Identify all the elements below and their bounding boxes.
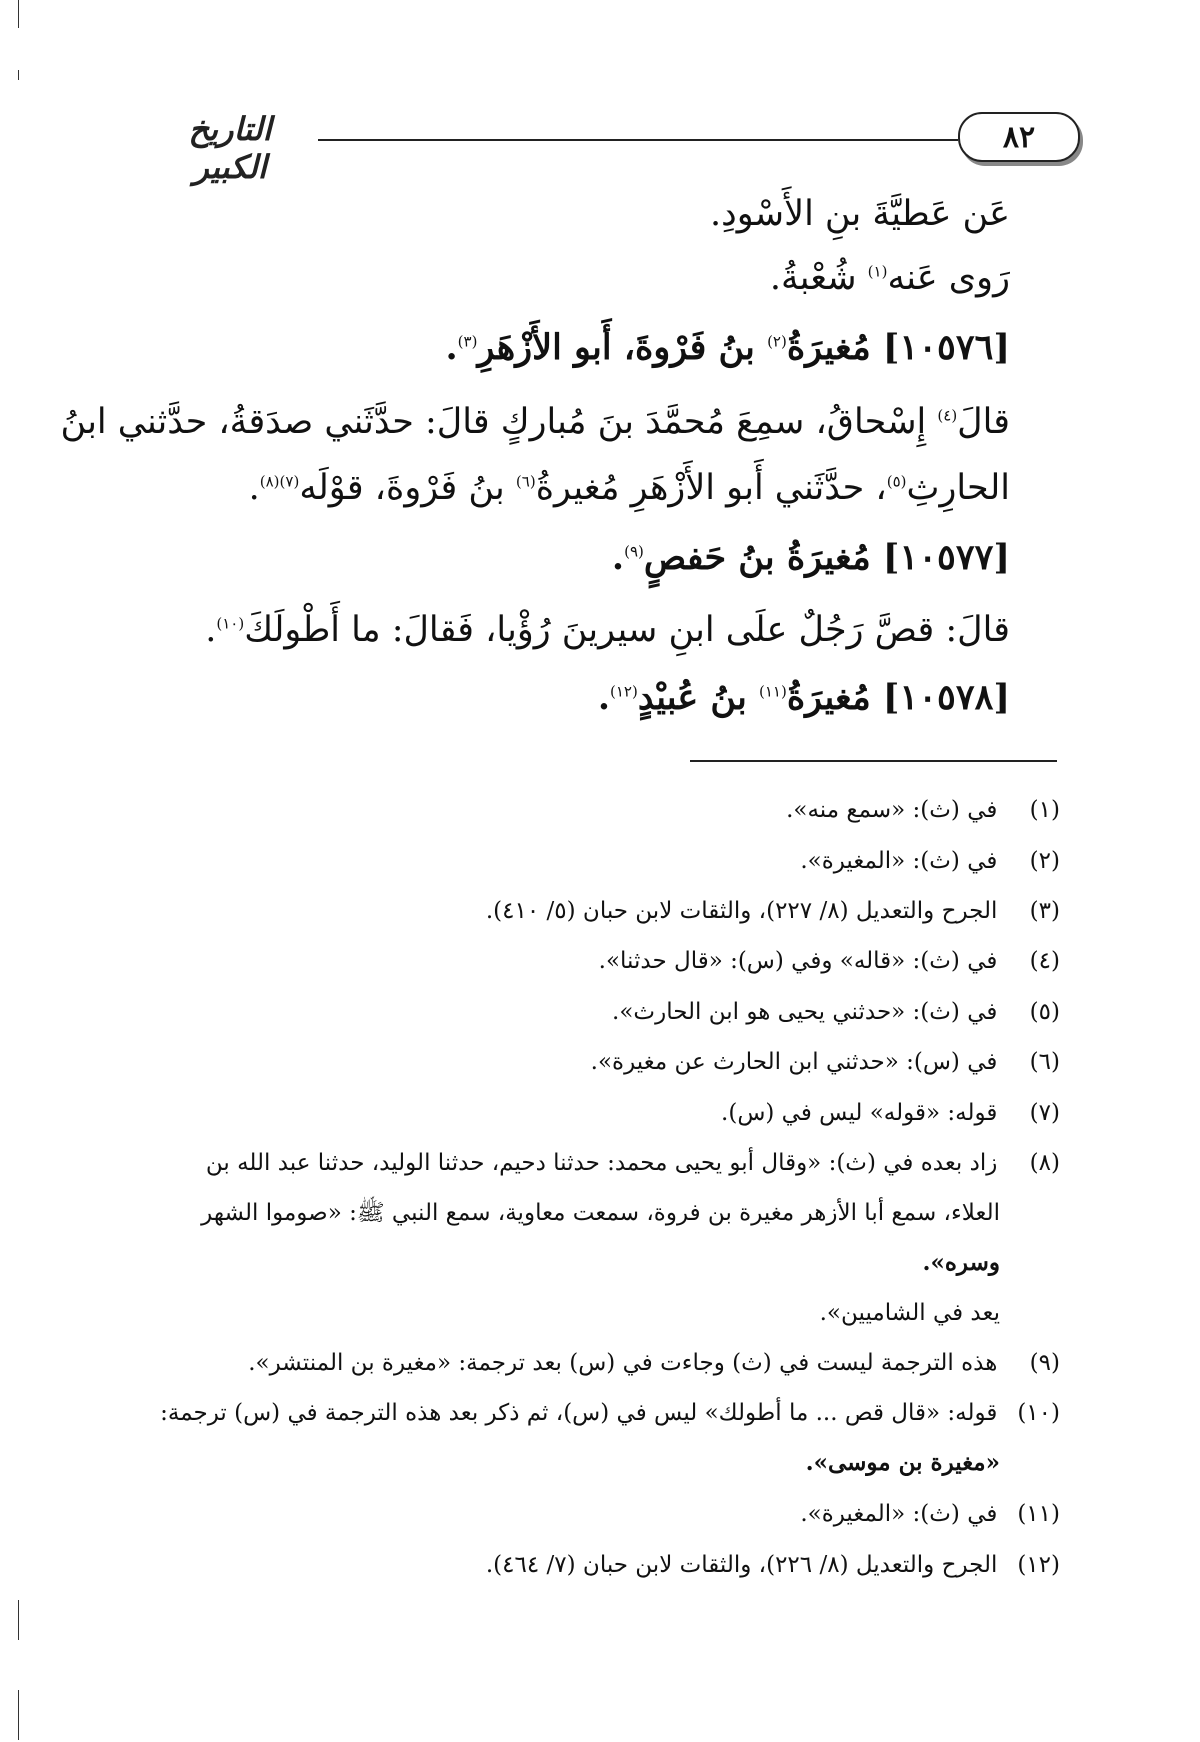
footnote-7 [145,1096,1060,1130]
footnote-text: زاد بعده في (ث): «وقال أبو يحيى محمد: حدثنا دحيم، حدثنا الوليد، حدثنا عبد الله بن [205,1150,998,1176]
entry-heading-10578 [140,672,1010,724]
entry-heading: [١٠٥٧٧] مُغيرَةُ بنُ حَفصٍ [643,537,1010,578]
entry-heading: بنُ عُبيْدٍ [637,677,759,718]
footnote-text: في (ث): «المغيرة». [800,1501,998,1527]
footnote-3 [145,894,1060,928]
footnote-ref[interactable]: (٧)(٨) [259,472,300,491]
scan-edge-mark [18,70,19,80]
footnote-2 [145,844,1060,878]
footnote-text: هذه الترجمة ليست في (ث) وجاءت في (س) بعد ترجمة: «مغيرة بن المنتشر». [248,1350,998,1376]
footnote-text: في (ث): «المغيرة». [800,848,998,874]
footnote-11 [145,1497,1060,1531]
footnote-text: الجرح والتعديل (٨/ ٢٢٦)، والثقات لابن حبان (٧/ ٤٦٤). [485,1552,998,1578]
text-line [140,252,1010,304]
footnote-ref[interactable]: (٥) [886,472,907,491]
header-rule [318,139,958,141]
footnote-ref[interactable]: (٣) [457,332,478,351]
text-span: إِسْحاقُ، سمِعَ مُحمَّدَ بنَ مُباركٍ قالَ: حدَّثَني صدَقةُ، حدَّثني ابنُ [60,402,938,442]
text-span: شُعْبةُ. [769,258,868,298]
text-line [140,604,1010,656]
footnote-12 [145,1548,1060,1582]
footnote-number: (٤) [1029,948,1060,974]
footnote-text: يعد في الشاميين». [819,1300,1000,1326]
text-span: عَن عَطيَّةَ بنِ الأَسْودِ. [709,194,1010,234]
scan-edge-mark [18,1600,19,1640]
footnote-number: (١٢) [1017,1552,1060,1578]
footnote-text: قوله: «قوله» ليس في (س). [721,1100,998,1126]
footnote-text: في (س): «حدثني ابن الحارث عن مغيرة». [590,1049,998,1075]
footnote-8-cont [145,1296,1060,1330]
scan-edge-mark [18,1690,19,1740]
text-span: ، حدَّثَني أَبو الأَزْهَرِ مُغيرةُ [535,468,887,508]
footnote-8-cont [145,1196,1060,1230]
footnote-ref[interactable]: (٦) [515,472,536,491]
text-span: . [597,677,611,718]
text-span: . [445,327,458,368]
footnote-number: (١) [1029,797,1060,823]
footnote-9 [145,1346,1060,1380]
entry-heading-10577 [140,532,1010,584]
footnote-number: (١١) [1017,1501,1060,1527]
footnote-8 [145,1146,1060,1180]
text-span: رَوى عَنه [887,258,1010,298]
entry-heading: بنُ فَرْوةَ، أَبو الأَزْهَرِ [477,327,768,368]
footnote-ref[interactable]: (٩) [624,542,644,561]
footnote-5 [145,995,1060,1029]
scan-edge-mark [18,0,19,28]
entry-heading-10576 [140,322,1010,374]
footnote-10-cont [145,1446,1060,1480]
text-line [140,462,1010,514]
entry-heading: [١٠٥٧٦] مُغيرَةُ [786,327,1010,368]
footnote-text: الجرح والتعديل (٨/ ٢٢٧)، والثقات لابن حبان (٥/ ٤١٠). [485,898,998,924]
text-span: . [248,468,260,508]
footnote-text: «مغيرة بن موسى». [805,1449,1000,1476]
footnote-ref[interactable]: (١) [867,262,888,281]
footnote-number: (٢) [1029,848,1060,874]
footnote-ref[interactable]: (١٢) [610,682,638,701]
footnote-number: (٨) [1029,1150,1060,1176]
footnote-number: (١٠) [1017,1400,1060,1426]
text-span: قالَ: قصَّ رَجُلٌ علَى ابنِ سيرينَ رُؤْيا، فَقالَ: ما أَطْولَكَ [244,610,1010,650]
text-span: بنُ فَرْوةَ، قوْلَه [299,468,516,508]
footnote-number: (٣) [1029,898,1060,924]
text-line [140,188,1010,240]
footnote-ref[interactable]: (١٠) [216,614,245,633]
footnote-4 [145,944,1060,978]
footnote-ref[interactable]: (١١) [759,682,787,701]
page-header [150,108,1100,186]
text-span: قالَ [957,402,1010,442]
footnote-number: (٧) [1029,1100,1060,1126]
book-title: التاريخ الكبير [188,110,272,186]
footnote-number: (٩) [1029,1350,1060,1376]
footnote-8-cont [145,1246,1060,1280]
entry-heading: [١٠٥٧٨] مُغيرَةُ [786,677,1010,718]
footnote-text: في (ث): «سمع منه». [786,797,998,823]
footnote-number: (٦) [1029,1049,1060,1075]
footnote-1 [145,793,1060,827]
footnote-ref[interactable]: (٤) [937,406,958,425]
text-span: . [205,610,217,650]
footnote-10 [145,1396,1060,1430]
footnote-text: في (ث): «قاله» وفي (س): «قال حدثنا». [598,948,998,974]
footnote-number: (٥) [1029,999,1060,1025]
page-number: ٨٢ [958,112,1080,162]
footnote-text: وسره». [922,1249,1000,1276]
footnote-text: قوله: «قال قص ... ما أطولك» ليس في (س)، ثم ذكر بعد هذه الترجمة في (س) ترجمة: [160,1400,998,1426]
footnote-ref[interactable]: (٢) [767,332,787,351]
footnote-6 [145,1045,1060,1079]
text-line [60,396,1010,448]
footnote-text: العلاء، سمع أبا الأزهر مغيرة بن فروة، سمعت معاوية، سمع النبي ﷺ: «صوموا الشهر [201,1200,1000,1226]
footnote-separator [690,760,1057,762]
text-span: . [611,537,625,578]
footnote-text: في (ث): «حدثني يحيى هو ابن الحارث». [612,999,998,1025]
text-span: الحارِثِ [906,468,1010,508]
